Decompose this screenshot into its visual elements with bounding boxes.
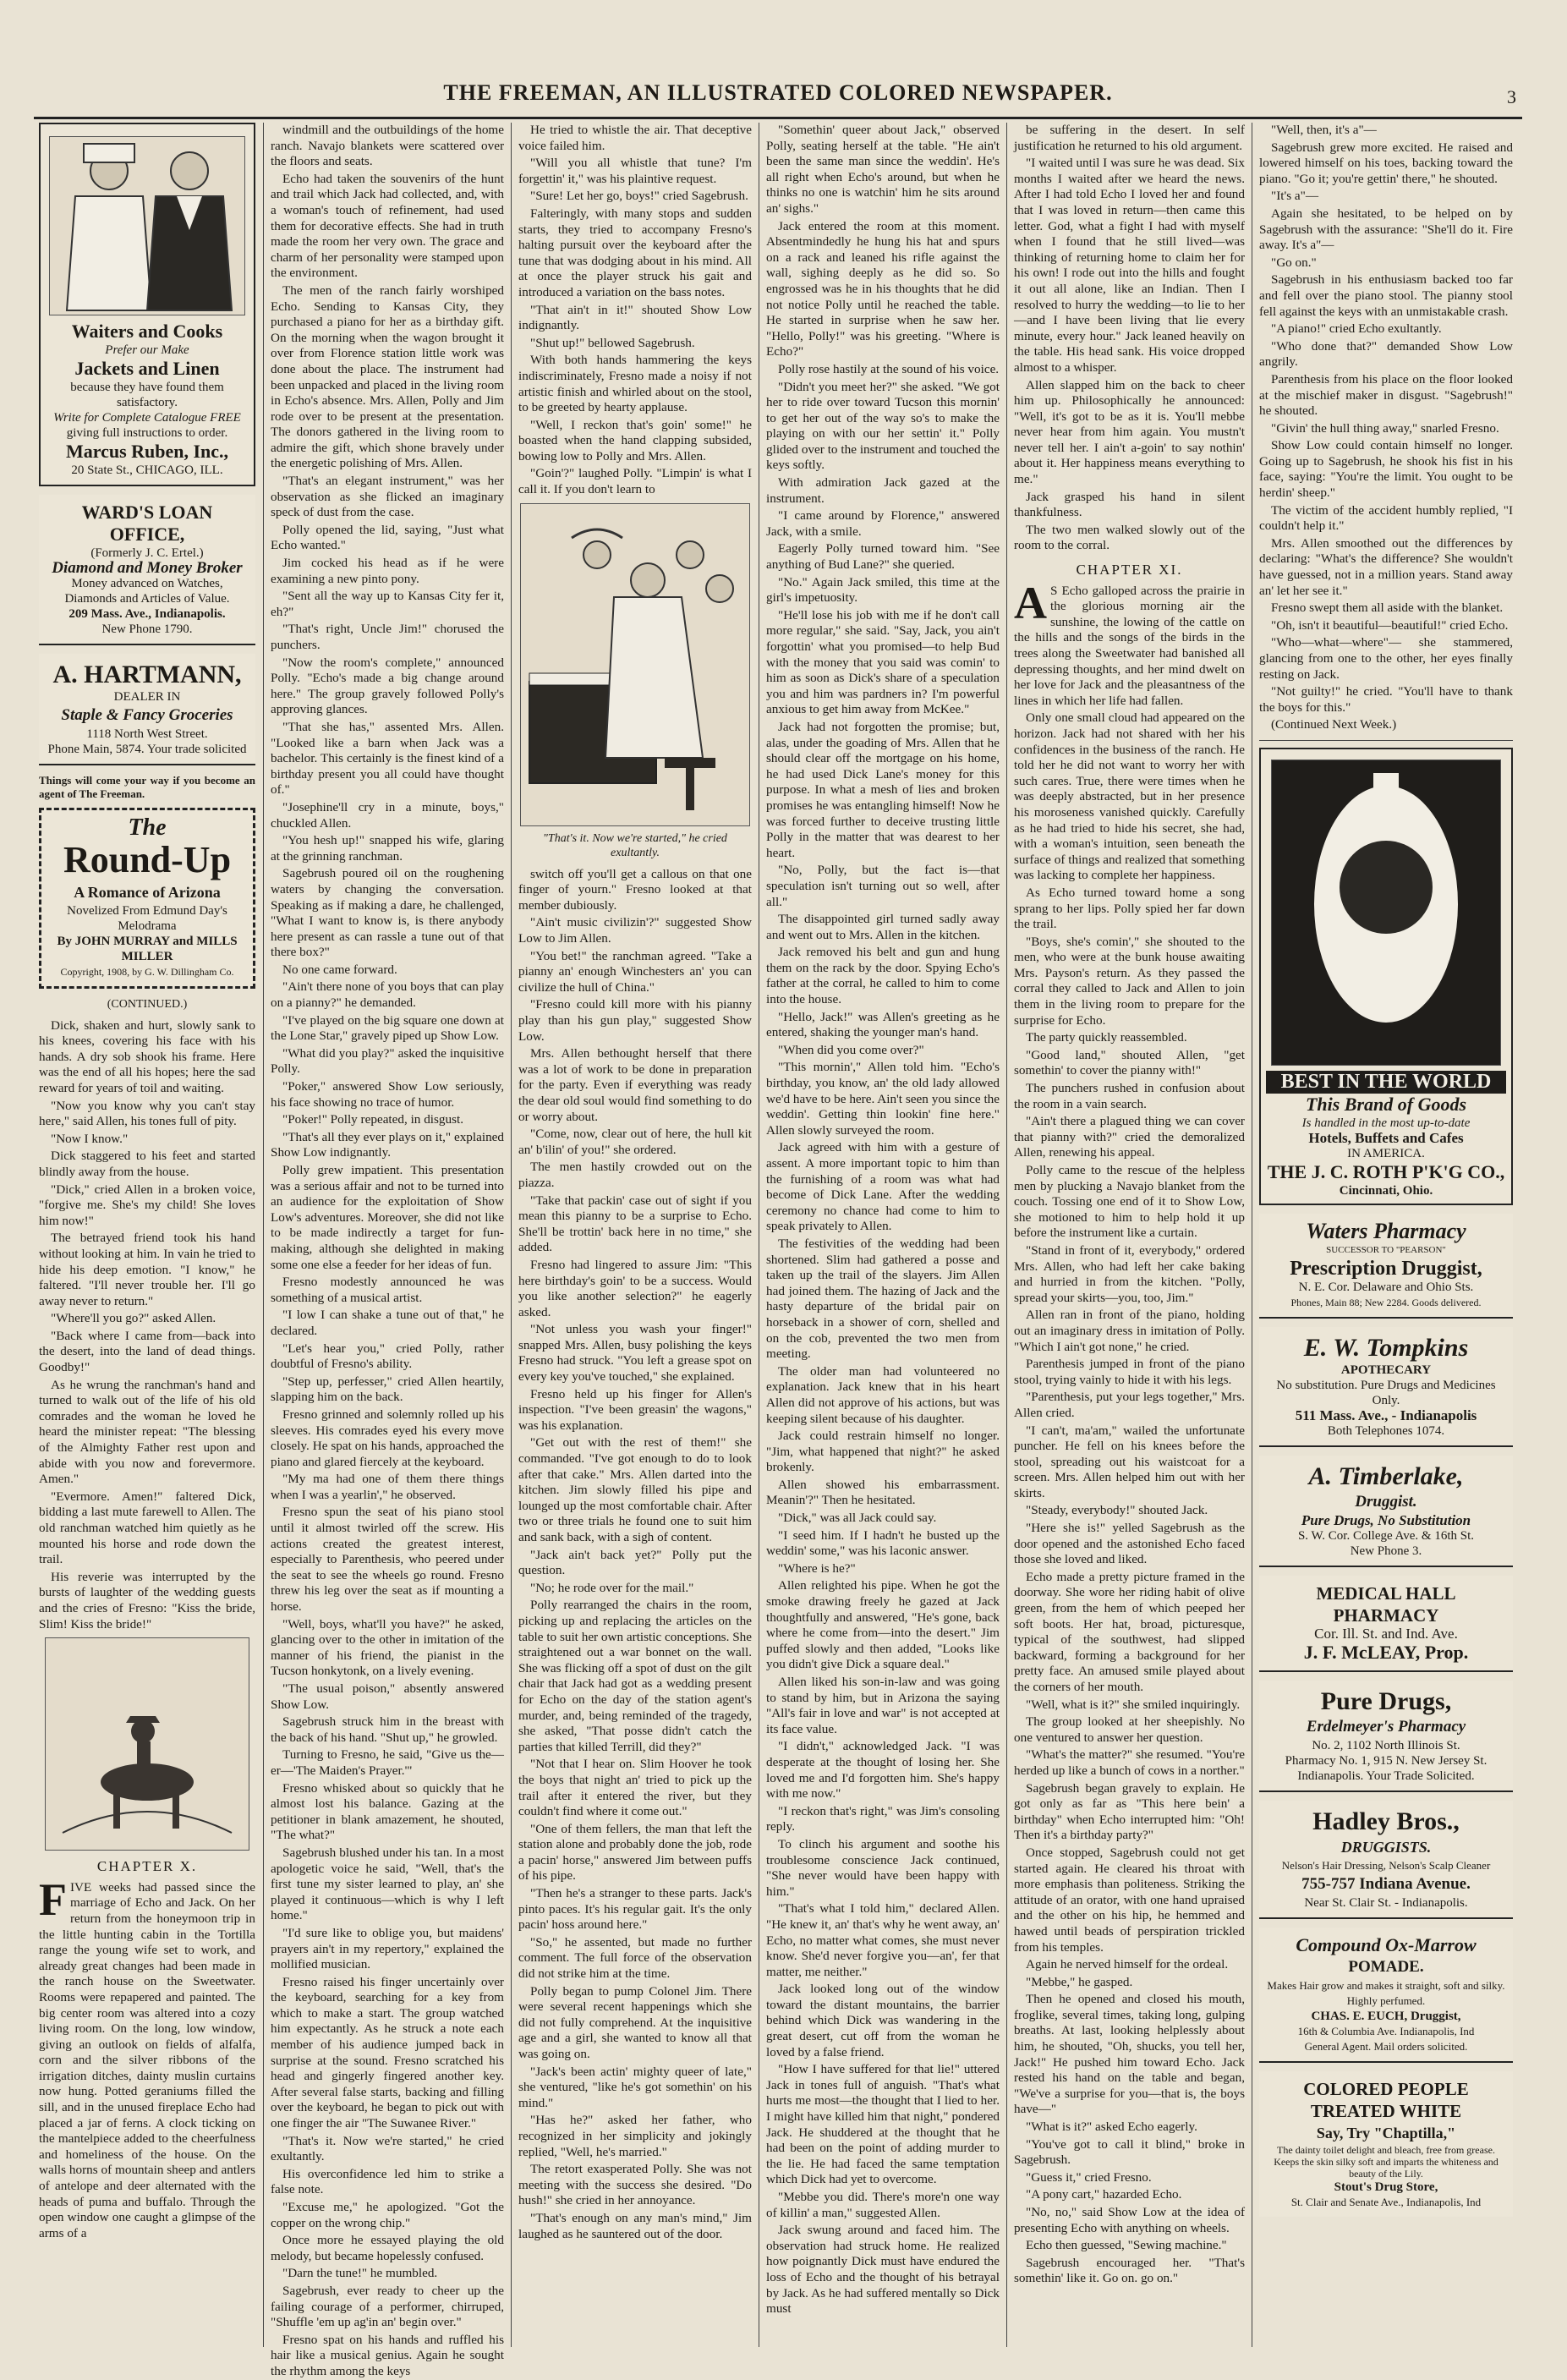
paragraph: "The usual poison," absently answered Show Low.	[271, 1681, 504, 1712]
ad-line: This Brand of Goods	[1305, 1093, 1467, 1115]
paragraph: Polly rearranged the chairs in the room, picking up and replacing the articles on the table to suit her own artistic conceptions. She straightened out a war bonnet on the wall. She was flicking off a spot of dust on the gilt chair that Jack had got as a wedding present for Echo on the day of the station agent's murder, and, being reminded of the tragedy, she asked, "That posse didn't catch the parties that killed Terrill, did they?"	[518, 1598, 752, 1754]
paragraph: "Good land," shouted Allen, "get somethin' to cover the pianny with!"	[1014, 1047, 1245, 1078]
paragraph: As he wrung the ranchman's hand and turned to walk out of the life of his old comrades and the woman he loved he heard the minister repeat: "The blessing of the Almighty Father rest upon and abide with you now and forevermore. Amen."	[39, 1377, 255, 1487]
paragraph: "Dick," was all Jack could say.	[778, 1511, 937, 1526]
paragraph: Fresno spun the seat of his piano stool until it almost twirled off the screw. His actions created the greatest interest, especially to Parenthesis, who peered under the seat to see the wheels go round. Fresno threw his leg over the seat as if mounting a horse.	[271, 1505, 504, 1615]
paragraph: Only one small cloud had appeared on the horizon. Jack had not shared with her his confidences in the business of the ranch. He told her he did not want to worry her with such cares. True, there were times when he was deeply abstracted, but in her presence his moroseness vanished quickly. Carefully as he had tried to hide his secret, she had, with a woman's intuition, seen beneath the surface of things and realized that something was lacking to complete her happiness.	[1014, 710, 1245, 883]
ad-line: No substitution. Pure Drugs and Medicines Only.	[1276, 1378, 1496, 1407]
ad-company: Marcus Ruben, Inc.,	[65, 441, 229, 462]
paragraph: The betrayed friend took his hand without looking at him. In vain he tried to hide his deep emotion. "I know," he faltered. "I'll never trouble her. I'll go away never to return."	[39, 1231, 255, 1308]
paragraph: "Boys, she's comin'," she shouted to the men, who were at the bunk house awaiting Mrs. Payson's return. As they passed the corral they called to Jack and Allen to join them in the living room to prepare for the surprise for Echo.	[1014, 934, 1245, 1028]
paragraph: "I low I can shake a tune out of that," he declared.	[271, 1308, 504, 1338]
roundup-subtitle: A Romance of Arizona	[74, 884, 221, 901]
ad-line: 16th & Columbia Ave. Indianapolis, Ind	[1297, 2024, 1475, 2037]
ad-line: Is handled in the most up-to-date	[1301, 1116, 1471, 1130]
ad-line: St. Clair and Senate Ave., Indianapolis, Ind	[1290, 2195, 1482, 2208]
paragraph: "Ain't there a plagued thing we can cover that pianny with?" cried the demoralized Allen, renewing his appeal.	[1014, 1114, 1245, 1160]
ad-headline: MEDICAL HALL PHARMACY	[1316, 1582, 1456, 1626]
ad-line: The dainty toilet delight and bleach, free from grease. Keeps the skin silky soft and imparts the whiteness and beauty of the Lily.	[1274, 2143, 1499, 2180]
paragraph: The two men walked slowly out of the room to the corral.	[1014, 522, 1245, 553]
ad-headline: Waiters and Cooks	[71, 321, 223, 342]
paragraph: Fresno raised his finger uncertainly over the keyboard, searching for a key from which to make a start. The group watched him expectantly. As he struck a note each member of his audience jumped back in surprise at the sound. Fresno scratched his head and gingerly fingered another key. After several false starts, backing and filling over the keyboard, he began to pick out with one finger the air "The Suwanee River."	[271, 1974, 504, 2131]
paragraph: Fresno held up his finger for Allen's inspection. "I've been greasin' the wagons," was his explanation.	[518, 1386, 752, 1433]
paragraph: Sagebrush, ever ready to cheer up the failing courage of a performer, chirruped, "Shuffle 'em up ag'in an' begin over."	[271, 2283, 504, 2330]
paragraph: Parenthesis from his place on the floor looked at the mischief maker in disgust. "Sagebrush!" he shouted.	[1259, 371, 1513, 419]
ad-line: Cor. Ill. St. and Ind. Ave.	[1314, 1625, 1458, 1642]
paragraph: "Well, I reckon that's goin' some!" he boasted when the hand clapping subsided, bowing low to Polly and Mrs. Allen.	[518, 417, 752, 463]
column-4	[766, 123, 1000, 2347]
paragraph: Fresno swept them all aside with the blanket.	[1271, 600, 1504, 616]
paragraph: Sagebrush began gravely to explain. He got only as far as "This here bein' a birthday" when Echo interrupted him: "Oh! Then it's a birthday party?"	[1014, 1780, 1245, 1843]
paragraph: The retort exasperated Polly. She was not meeting with the success she desired. "Do hush!" she cried in her annoyance.	[518, 2162, 752, 2208]
paragraph: "What is it?" asked Echo eagerly.	[1026, 2120, 1197, 2135]
illustration-caption: "That's it. Now we're started," he cried exultantly.	[543, 831, 727, 859]
ad-ox-marrow	[1259, 1928, 1513, 2063]
ad-headline: A. Timberlake,	[1308, 1461, 1464, 1490]
ad-line: Stout's Drug Store,	[1334, 2180, 1438, 2194]
paragraph: "Darn the tune!" he mumbled.	[282, 2266, 438, 2281]
paragraph: "Somethin' queer about Jack," observed Polly, seating herself at the table. "He ain't been the same man since the weddin'. He's all right when Echo's around, but when he thinks no one is watchin' him he sits around an' sighs."	[766, 123, 1000, 216]
ad-line: DEALER IN	[113, 690, 181, 704]
ad-line: (Formerly J. C. Ertel.)	[90, 546, 204, 560]
story-text	[1259, 123, 1513, 733]
paragraph: Show Low could contain himself no longer. Going up to Sagebrush, he shook his fist in his face, saying: "You're the limit. You ought to be herdin' sheep."	[1259, 438, 1513, 501]
paragraph: switch off you'll get a callous on that one finger of yourn." Fresno looked at that member dubiously.	[518, 866, 752, 913]
paragraph: His reverie was interrupted by the bursts of laughter of the wedding guests and the cries of Fresno: "Kiss the bride, Slim! Kiss the bride!"	[39, 1569, 255, 1631]
roundup-authors: By JOHN MURRAY and MILLS MILLER	[57, 935, 238, 963]
paragraph: "Sure! Let her go, boys!" cried Sagebrush.	[530, 189, 748, 204]
paragraph: "I waited until I was sure he was dead. Six months I waited after we heard the news. After I had told Echo I loved her and found that I was loved in return—then came this letter. God, what a fight I had with myself when I found that he still lived—was thinking of returning home to claim her for his own! I rode out into the hills and fought it out all alone, like an Indian. Then I resolved to hurry the wedding—to lie to her—and I have been living that lie every minute, every hour." Jack leaned heavily on the table. His head sank. His voice dropped almost to a whisper.	[1014, 156, 1245, 375]
column-rule	[511, 123, 512, 2347]
paragraph: "Dick," cried Allen in a broken voice, "forgive me. She's my child! She loves him now!"	[39, 1182, 255, 1228]
ad-line: 755-757 Indiana Avenue.	[1301, 1874, 1471, 1893]
paragraph: Allen ran in front of the piano, holding out an imaginary dress in imitation of Polly. "Which I ain't got none," he cried.	[1014, 1308, 1245, 1354]
paragraph: "Josephine'll cry in a minute, boys," chuckled Allen.	[271, 799, 504, 831]
column-3	[518, 123, 752, 2347]
paragraph: "No; he rode over for the mail."	[530, 1580, 694, 1595]
paragraph: "My ma had one of them there things when I was a yearlin'," he observed.	[271, 1472, 504, 1502]
paragraph: "This mornin'," Allen told him. "Echo's birthday, you know, an' the old lady allowed we'd have to be here. Ain't seen you since the weddin'. Getting thin lookin' fine here." Allen slowly surveyed the room.	[766, 1060, 1000, 1138]
paragraph: "I reckon that's right," was Jim's consoling reply.	[766, 1803, 1000, 1834]
ad-line: POMADE.	[1348, 1957, 1424, 1976]
ad-line: Prescription Druggist,	[1290, 1257, 1482, 1280]
paragraph: "I'd sure like to oblige you, but maidens' prayers ain't in my repertory," explained the mollified musician.	[271, 1925, 504, 1972]
roundup-title-box	[39, 808, 255, 989]
ad-line: Say, Try "Chaptilla,"	[1316, 2124, 1456, 2141]
ad-line: DRUGGISTS.	[1340, 1838, 1432, 1856]
paragraph: "Then he's a stranger to these parts. Jack's pinto paces. It's his regular gait. It's the only pacin' hoss around here."	[518, 1886, 752, 1933]
paragraph: "Shut up!" bellowed Sagebrush.	[530, 335, 695, 350]
paragraph: "Sent all the way up to Kansas City fer it, eh?"	[271, 589, 504, 619]
paragraph: Jack agreed with him with a gesture of assent. A more important topic to him than the furnishing of a room was what had become of Dick Lane. After the wedding ceremony no chance had come to him to speak privately to Allen.	[766, 1140, 1000, 1234]
paragraph: Sagebrush in his enthusiasm backed too far and fell over the piano stool. The pianny stool fell against the keys with an unmistakable crash.	[1259, 272, 1513, 319]
roth-slogan: BEST IN THE WORLD	[1266, 1071, 1506, 1094]
piano-scene-illustration	[520, 503, 750, 826]
paragraph: Jack grasped his hand in silent thankfulness.	[1014, 489, 1245, 520]
paragraph: "That she has," assented Mrs. Allen. "Looked like a barn when Jack was a bachelor. This certainly is the finest kind of a birthday present you all could have thought of."	[271, 719, 504, 798]
ad-line: SUCCESSOR TO "PEARSON"	[1326, 1244, 1446, 1255]
paragraph: "Has he?" asked her father, who recognized in her simplicity and jokingly replied, "Well, he's married."	[518, 2113, 752, 2159]
ad-marcus-ruben	[39, 123, 255, 486]
paragraph: be suffering in the desert. In self justification he returned to his old argument.	[1014, 123, 1245, 153]
paragraph: Jack swung around and faced him. The observation had struck home. He realized how poignantly Dick must have endured the loss of Echo and the thought of his betrayal by Jack. As he had suffered mentally so Dick must	[766, 2223, 1000, 2317]
paragraph: "Get out with the rest of them!" she commanded. "I've got enough to do to look after that cake." Mrs. Allen darted into the kitchen. Jim slowly filled his pipe and lounged up the most comfortable chair. After two or three trials he found one to suit him and sank back, with a sigh of content.	[518, 1435, 752, 1544]
ad-line: Hotels, Buffets and Cafes	[1308, 1129, 1464, 1146]
drop-cap: F	[39, 1873, 67, 1925]
story-text	[39, 1873, 255, 2242]
column-6	[1259, 123, 1513, 2347]
paragraph: Dick, shaken and hurt, slowly sank to his knees, covering his face with his hands. A dry sob shook his frame. Here was the end of all his hopes; here the sad reward for years of toil and waiting.	[39, 1017, 255, 1095]
roundup-the: The	[128, 814, 167, 841]
ad-headline: Hadley Bros.,	[1312, 1807, 1460, 1835]
paragraph: "Who done that?" demanded Show Low angrily.	[1259, 338, 1513, 370]
ad-line: Phone Main, 5874. Your trade solicited	[47, 743, 247, 756]
paragraph: Once more he essayed playing the old melody, but became hopelessly confused.	[271, 2233, 504, 2263]
roundup-copyright: Copyright, 1908, by G. W. Dillingham Co.	[60, 966, 234, 978]
paragraph: "He'll lose his job with me if he don't call more regular," she said. "Say, Jack, you ain't forgottin' what you promised—to help Bud with the money that you said was comin' to him as soon as Dick's share of a speculation you and him was pardners in? I'm powerful anxious to get him away from McKee."	[766, 607, 1000, 717]
paragraph: "You bet!" the ranchman agreed. "Take a pianny an' enough Winchesters an' you can civilize the hull of China."	[518, 948, 752, 995]
paragraph: "Steady, everybody!" shouted Jack.	[1026, 1503, 1208, 1518]
ad-headline: E. W. Tompkins	[1303, 1333, 1469, 1362]
paragraph: "That's it. Now we're started," he cried exultantly.	[271, 2133, 504, 2164]
paragraph: "Givin' the hull thing away," snarled Fresno.	[1271, 420, 1499, 436]
paragraph: "Parenthesis, put your legs together," Mrs. Allen cried.	[1014, 1390, 1245, 1420]
paragraph: Falteringly, with many stops and sudden starts, they tried to accompany Fresno's halting pursuit over the keyboard after the tune that was dodging about in his mind. All at once the player struck his gait and introduced a variation on the bass notes.	[518, 206, 752, 299]
chapter-heading: CHAPTER X.	[96, 1858, 198, 1875]
paragraph: Allen liked his son-in-law and was going to stand by him, but in Arizona the saying "All's fair in love and war" is not accepted at its face value.	[766, 1675, 1000, 1736]
paragraph: The punchers rushed in confusion about the room in a vain search.	[1014, 1081, 1245, 1111]
paragraph: "Where'll you go?" asked Allen.	[51, 1311, 216, 1326]
ad-tompkins	[1259, 1327, 1513, 1447]
paragraph: "Well, boys, what'll you have?" he asked, glancing over to the other in imitation of the manner of his friend, the pianist in the Tucson honkytonk, on a lively evening.	[271, 1616, 504, 1679]
paragraph: "Will you all whistle that tune? I'm forgettin' it," was his plaintive request.	[518, 156, 752, 186]
paragraph: "Well, what is it?" she smiled inquiringly.	[1026, 1697, 1241, 1712]
ad-line: Pure Drugs, No Substitution	[1301, 1511, 1471, 1528]
paragraph: "That's all they ever plays on it," explained Show Low indignantly.	[271, 1129, 504, 1160]
ad-line: Diamond and Money Broker	[52, 559, 243, 577]
paragraph: A S Echo galloped across the prairie in the glorious morning air the sunshine, the lowing of the cattle on the hills and the songs of the birds in the trees along the Sweetwater had banished all depressing thoughts, and her mind dwelt on her love for Jack and the pleasantness of the lines in which her life had fallen.	[1014, 577, 1245, 708]
paragraph: "What's the matter?" she resumed. "You're herded up like a bunch of cows in a norther."	[1014, 1747, 1245, 1778]
ad-hartmann	[39, 654, 255, 765]
paragraph: "Poker," answered Show Low seriously, his face showing no trace of humor.	[271, 1079, 504, 1110]
paragraph: "It's a"—	[1271, 189, 1319, 204]
paragraph: "Didn't you meet her?" she asked. "We got her to ride over toward Tucson this mornin' to get her out of the way so's to make the playing on with our her settin' it." Polly glided over to the instrument and touched the keys softly.	[766, 379, 1000, 473]
column-rule	[1006, 123, 1007, 2347]
paragraph: Jack looked long out of the window toward the distant mountains, the barrier behind which Dick was wandering in the great desert, cut off from the woman he loved by a false friend.	[766, 1982, 1000, 2059]
ad-line: No. 2, 1102 North Illinois St.	[1312, 1738, 1460, 1752]
paragraph: With admiration Jack gazed at the instrument.	[766, 475, 1000, 506]
paragraph: Jack removed his belt and gun and hung them on the rack by the door. Spying Echo's father at the corral, he called to him to come into the house.	[766, 945, 1000, 1007]
paragraph: "When did you come over?"	[778, 1042, 924, 1057]
paragraph: "Now you know why you can't stay here," said Allen, his tones full of pity.	[39, 1098, 255, 1129]
paragraph: "Not unless you wash your finger!" snapped Mrs. Allen, busy polishing the keys Fresno had struck. "You left a grease spot on every key you've touched," she explained.	[518, 1322, 752, 1385]
continued-label: (CONTINUED.)	[107, 998, 188, 1011]
paragraph: "Here she is!" yelled Sagebrush as the door opened and the astonished Echo faced those she loved and liked.	[1014, 1521, 1245, 1567]
divider	[1259, 740, 1513, 741]
paragraph: Fresno grinned and solemnly rolled up his sleeves. His comrades eyed his every move closely. He spat on his hands, approached the piano and glared fiercely at the keyboard.	[271, 1407, 504, 1469]
paragraph: The men hastily crowded out on the piazza.	[518, 1160, 752, 1190]
paragraph: "Evermore. Amen!" faltered Dick, bidding a last mute farewell to Allen. The old ranchman watched him quietly as he mounted his horse and rode down the trail.	[39, 1489, 255, 1567]
page-number: 3	[1507, 86, 1516, 107]
story-text	[518, 123, 752, 498]
ad-line: Staple & Fancy Groceries	[61, 706, 233, 724]
paragraph: Allen slapped him on the back to cheer him up. Philosophically he announced: "Well, it's got to be as it is. You'll mebbe never hear from him again. You mustn't never tell her. I ain't a-goin' to say nothin' about it. Her happiness means everything to me."	[1014, 377, 1245, 487]
paragraph: To clinch his argument and soothe his troublesome conscience Jack continued, "She never would have been happy with him."	[766, 1836, 1000, 1899]
ad-line: Jackets and Linen	[74, 358, 220, 379]
ad-line: giving full instructions to order.	[66, 426, 228, 440]
paragraph: Polly began to pump Colonel Jim. There were several recent happenings which she did not fully comprehend. At the inquisitive age and a girl, she wanted to know all that was going on.	[518, 1983, 752, 2061]
ad-line: Makes Hair grow and makes it straight, soft and silky. Highly perfumed.	[1267, 1978, 1505, 2007]
ad-roth-packing	[1259, 748, 1513, 1205]
paragraph: Mrs. Allen smoothed out the differences by declaring: "What's the difference? She wouldn't have guessed, not in a million years. Stand away an' let her see it."	[1259, 535, 1513, 598]
paragraph: "A pony cart," hazarded Echo.	[1026, 2187, 1182, 2202]
paragraph: "Mebbe you did. There's more'n one way of killin' a man," suggested Allen.	[766, 2190, 1000, 2220]
ad-line: S. W. Cor. College Ave. & 16th St.	[1297, 1528, 1475, 1543]
paragraph: He tried to whistle the air. That deceptive voice failed him.	[518, 123, 752, 153]
paragraph: "Come, now, clear out of here, the hull kit an' b'ilin' of you!" she ordered.	[518, 1127, 752, 1157]
column-rule	[263, 123, 264, 2347]
paragraph: Fresno spat on his hands and ruffled his hair like a musical genius. Again he sought the rhythm among the keys	[271, 2332, 504, 2378]
ad-line: New Phone 1790.	[101, 622, 193, 636]
ad-waters-pharmacy	[1259, 1214, 1513, 1319]
paragraph: "I can't, ma'am," wailed the unfortunate puncher. He fell on his knees before the stool, spreading out his waistcoat for a screen. Mrs. Allen helped him out with her skirts.	[1014, 1423, 1245, 1500]
paragraph: "You've got to call it blind," broke in Sagebrush.	[1014, 2136, 1245, 2168]
chapter-heading: CHAPTER XI.	[1076, 562, 1183, 579]
paragraph: windmill and the outbuildings of the home ranch. Navajo blankets were scattered over the floors and seats.	[271, 123, 504, 169]
paragraph: "Where is he?"	[778, 1560, 856, 1576]
paragraph: Polly rose hastily at the sound of his voice.	[778, 361, 1000, 376]
paragraph: Allen showed his embarrassment. Meanin'?" Then he hesitated.	[766, 1477, 1000, 1508]
paragraph: "Let's hear you," cried Polly, rather doubtful of Fresno's ability.	[271, 1341, 504, 1372]
ad-erdelmeyer	[1259, 1681, 1513, 1792]
paragraph: Jack had not forgotten the promise; but, alas, under the goading of Mrs. Allen that he should clear off the mortgage on his home, he had used Dick Lane's money for this purpose. In what a mesh of lies and broken promises he was entangling himself! Now he was forced further to deceive trusting little Polly in the matter that was dearest to her heart.	[766, 719, 1000, 860]
paragraph: "Jack's been actin' mighty queer of late," she ventured, "like he's got somethin' on his mind."	[518, 2064, 752, 2110]
ad-headline: COLORED PEOPLE TREATED WHITE	[1303, 2078, 1469, 2121]
cowboy-rider-illustration	[45, 1637, 249, 1851]
paragraph: Jim cocked his head as if he were examining a new pinto pony.	[271, 556, 504, 586]
paragraph: No one came forward.	[282, 962, 397, 977]
paragraph: Polly came to the rescue of the helpless men by plucking a Navajo blanket from the couch. Tossing one end of it to Show Low, she motioned to him to help hold it up before the instrument like a curtain.	[1014, 1163, 1245, 1241]
paragraph: "Not guilty!" he cried. "You'll have to thank the boys for this."	[1259, 684, 1513, 715]
paragraph: "That's enough on any man's mind," Jim laughed as he sauntered out of the door.	[518, 2210, 752, 2241]
paragraph: "Take that packin' case out of sight if you mean this pianny to be a surprise to Echo. She'll be trottin' back here in no time," she added.	[518, 1193, 752, 1255]
paragraph: "Stand in front of it, everybody," ordered Mrs. Allen, who had left her cake baking and hurried in from the kitchen. "Polly, spread your skirts—you, too, Jim."	[1014, 1242, 1245, 1305]
paragraph: Fresno modestly announced he was something of a musical artist.	[271, 1275, 504, 1305]
paragraph: "Now I know."	[51, 1131, 129, 1146]
paragraph: Echo made a pretty picture framed in the doorway. She wore her riding habit of olive green, from the hem of which peeped her soft boots. Her hat, broad, picturesque, typical of the southwest, had slipped backward, forming a background for her pretty face. An amused smile played about the corners of her mouth.	[1014, 1569, 1245, 1694]
ad-line: APOTHECARY	[1340, 1363, 1432, 1377]
ad-headline: WARD'S LOAN OFFICE,	[81, 502, 213, 545]
ad-line: because they have found them satisfactory.	[70, 381, 224, 409]
column-2	[271, 123, 504, 2378]
agent-note: Things will come your way if you become an agent of The Freeman.	[39, 774, 255, 800]
ad-line: N. E. Cor. Delaware and Ohio Sts.	[1298, 1280, 1474, 1294]
paragraph: FIVE weeks had passed since the marriage of Echo and Jack. On her return from the honeymoon trip in the little hunting cabin in the Tortilla range the young wife set to work, and already great changes had been made in the ranch house on the Sweetwater. Rooms were repapered and painted. The big center room was altered into a cozy living room. On the long, low window, giving an outlook on fields of alfalfa, corn and the silver ribbons of the irrigation ditches, dainty muslin curtains now hung. Potted geraniums filled the sill, and in the unused fireplace Echo had placed a jar of ferns. A clock ticking on the mantelpiece added to the cheerfulness and homeliness of the house. On the walls horns of mountain sheep and antlers of antelope and deer alternated with the heads of puma and buffalo. Through the open window one caught a glimpse of the arms of a	[39, 1873, 255, 2240]
ad-line: Erdelmeyer's Pharmacy	[1306, 1717, 1466, 1736]
roundup-title: Round-Up	[63, 839, 232, 880]
paragraph: "That ain't in it!" shouted Show Low indignantly.	[518, 302, 752, 333]
paragraph: Sagebrush struck him in the breast with the back of his hand. "Shut up," he growled.	[271, 1714, 504, 1745]
paragraph: "That's right, Uncle Jim!" chorused the punchers.	[271, 622, 504, 652]
paragraph: Sagebrush encouraged her. "That's somethin' like it. Go on. go on."	[1014, 2255, 1245, 2286]
paragraph: "Poker!" Polly repeated, in disgust.	[282, 1112, 464, 1127]
ad-line: Nelson's Hair Dressing, Nelson's Scalp Cleaner	[1281, 1858, 1491, 1872]
paragraph: "Hello, Jack!" was Allen's greeting as he entered, shaking the younger man's hand.	[766, 1009, 1000, 1040]
ad-line: General Agent. Mail orders solicited.	[1304, 2039, 1468, 2053]
paragraph: "Guess it," cried Fresno.	[1026, 2169, 1152, 2185]
paragraph: Mrs. Allen bethought herself that there was a lot of work to be done in preparation for the party. Even if everything was ready the dear old soul would find something to do or worry about.	[518, 1046, 752, 1124]
ad-headline: Pure Drugs,	[1320, 1686, 1452, 1715]
paragraph: "Well, then, it's a"—	[1271, 123, 1377, 137]
ad-line: 209 Mass. Ave., Indianapolis.	[68, 607, 226, 621]
ad-line: 1118 North West Street.	[86, 727, 208, 741]
ad-line: Prefer our Make	[105, 343, 189, 357]
ad-address: Cincinnati, Ohio.	[1339, 1183, 1433, 1198]
story-text	[1014, 123, 1245, 554]
ad-line: 511 Mass. Ave., - Indianapolis	[1295, 1407, 1477, 1423]
paragraph: Polly opened the lid, saying, "Just what Echo wanted."	[271, 522, 504, 553]
ad-chaptilla	[1259, 2071, 1513, 2217]
paragraph: (Continued Next Week.)	[1271, 717, 1397, 732]
paragraph: Polly grew impatient. This presentation was a serious affair and not to be turned into an audience for the exploitation of Show Low's adventures. Moreover, she did not like to be made indirectly a target for fun-making, although she delighted in making some one else a feeder for her ideas of fun.	[271, 1163, 504, 1272]
paragraph: Sagebrush blushed under his tan. In a most apologetic voice he said, "Well, that's the first tune my sister learned to play, an' she played it continuous—which is why I left home."	[271, 1845, 504, 1923]
ad-line: Phones, Main 88; New 2284. Goods delivered.	[1290, 1296, 1482, 1308]
paragraph: His overconfidence led him to strike a false note.	[271, 2166, 504, 2197]
paragraph: "Mebbe," he gasped.	[1026, 1974, 1133, 1989]
paragraph: "Step up, perfesser," cried Allen heartily, slapping him on the back.	[271, 1374, 504, 1405]
paragraph: Jack could restrain himself no longer. "Jim, what happened that night?" he asked brokenly.	[766, 1429, 1000, 1475]
paragraph: The victim of the accident humbly replied, "I couldn't help it."	[1259, 502, 1513, 534]
paragraph: "Jack ain't back yet?" Polly put the question.	[518, 1547, 752, 1578]
waiters-illustration	[49, 136, 245, 315]
paragraph: "I've played on the big square one down at the Lone Star," gravely piped up Show Low.	[271, 1012, 504, 1044]
paragraph: "Now the room's complete," announced Polly. "Echo's made a big change around here." The group gravely followed Polly's approving glances.	[271, 655, 504, 717]
ad-line: Write for Complete Catalogue FREE	[53, 411, 241, 425]
paragraph: "Back where I came from—back into the desert, into the land of dead things. Goodby!"	[39, 1328, 255, 1375]
paragraph: Once stopped, Sagebrush could not get started again. He cleared his throat with more emphasis than politeness. Striking the attitude of an orator, with one hand upraised and the other on his hip, he hemmed and hawed until beads of perspiration trickled from his temples.	[1014, 1845, 1245, 1955]
paragraph: Again she hesitated, to be helped on by Sagebrush with the assurance: "She'll do it. Fire away. It's a"—	[1259, 206, 1513, 253]
column-5	[1014, 123, 1245, 2347]
paragraph: The festivities of the wedding had been shortened. Slim had gathered a posse and taken up the trail of the slayers. Jim Allen had joined them. The hazing of Jack and the hasty departure of the bridal pair on horseback in a shower of corn, shelled and on the cob, prevented the two men from meeting.	[766, 1236, 1000, 1362]
ad-headline: Waters Pharmacy	[1306, 1218, 1466, 1243]
ad-line: Near St. Clair St. - Indianapolis.	[1304, 1895, 1468, 1910]
paragraph: "I didn't," acknowledged Jack. "I was desperate at the thought of losing her. She loved me and I'd forgotten him. She's happy with me now."	[766, 1739, 1000, 1801]
paragraph: "Excuse me," he apologized. "Got the copper on the wrong chip."	[271, 2200, 504, 2230]
paragraph: As Echo turned toward home a song sprang to her lips. Polly spied her far down the trail.	[1014, 885, 1245, 932]
paragraph: Sagebrush grew more excited. He raised and lowered himself on his toes, backing toward the piano. "Go it; you're gettin' there," he shouted.	[1259, 140, 1513, 186]
paragraph: Sagebrush poured oil on the roughening waters by changing the conversation. Speaking as if making a dare, he challenged, "What I want to know is, is there anybody here present as can rassle a tune out of that there box?"	[271, 866, 504, 960]
paragraph: "Ain't music civilizin'?" suggested Show Low to Jim Allen.	[518, 915, 752, 946]
ad-line: Indianapolis. Your Trade Solicited.	[1297, 1769, 1475, 1783]
story-text	[518, 867, 752, 2242]
paragraph: Then he opened and closed his mouth, froglike, several times, taking long, gulping breaths. At last, looking helplessly about him, he shouted, "Oh, shucks, you tell her, Jack!" He pushed him toward Echo. Jack rested his hand on the table and began, "We've a surprise for you—that is, the boys have—"	[1014, 1992, 1245, 2117]
drop-cap: A	[1014, 577, 1047, 628]
ad-company: THE J. C. ROTH P'K'G CO.,	[1267, 1160, 1505, 1182]
paragraph: "What did you play?" asked the inquisitive Polly.	[271, 1045, 504, 1077]
paragraph: "One of them fellers, the man that left the station alone and probably done the job, rode a pacin' horse," answered Jim between puffs of his pipe.	[518, 1821, 752, 1884]
header-rule	[34, 117, 1522, 119]
paragraph: Jack entered the room at this moment. Absentmindedly he hung his hat and spurs on a rack and leaned his rifle against the wall, sighing deeply as he did so. So engrossed was he in his thoughts that he did not notice Polly until he reached the table. He started in surprise when he saw her. "Hello, Polly!" was his greeting. "Where is Echo?"	[766, 218, 1000, 359]
paragraph: "Not that I hear on. Slim Hoover he took the boys that night an' tried to pick up the trail after it entered the river, but they couldn't find where it come out."	[518, 1757, 752, 1819]
paragraph: "I came around by Florence," answered Jack, with a smile.	[766, 508, 1000, 539]
ad-medical-hall	[1259, 1576, 1513, 1672]
paragraph: Turning to Fresno, he said, "Give us the—er—'The Maiden's Prayer.'"	[271, 1747, 504, 1778]
paragraph: "Fresno could kill more with his pianny play than his gun play," suggested Show Low.	[518, 997, 752, 1044]
ad-headline: Compound Ox-Marrow	[1296, 1933, 1477, 1955]
ad-line: Pharmacy No. 1, 915 N. New Jersey St.	[1285, 1753, 1488, 1768]
paragraph: "How I have suffered for that lie!" uttered Jack in tones full of anguish. "That's what hurts me most—the thought that I lied to her. I might have killed him that night," pondered Jack. He shuddered at the thought that he had been on the point of adding murder to the lie. He had faced the same temptation which Dick had yet to overcome.	[766, 2062, 1000, 2187]
paragraph: Dick staggered to his feet and started blindly away from the house.	[39, 1149, 255, 1179]
paragraph: With both hands hammering the keys indiscriminately, Fresno made a noisy if not artistic finish and whirled about on the stool, to be greeted by hearty applause.	[518, 353, 752, 415]
paragraph: "A piano!" cried Echo exultantly.	[1271, 321, 1442, 337]
paragraph: Echo had taken the souvenirs of the hunt and trail which Jack had collected, and, with a woman's touch of refinement, had used them for decorative effects. She had in truth made the room her very own. The grace and charm of her personality were stamped upon the environment.	[271, 171, 504, 281]
column-1	[39, 123, 255, 2347]
ad-hadley-bros	[1259, 1801, 1513, 1919]
paragraph: Parenthesis jumped in front of the piano stool, trying vainly to hide it with his legs.	[1014, 1357, 1245, 1387]
roundup-line: Novelized From Edmund Day's Melodrama	[67, 904, 227, 933]
ad-line: Money advanced on Watches, Diamonds and Articles of Value.	[64, 577, 230, 606]
ad-line: CHAS. E. EUCH, Druggist,	[1311, 2009, 1461, 2023]
ad-line: J. F. McLEAY, Prop.	[1303, 1641, 1469, 1663]
paragraph: "No, no," said Show Low at the idea of presenting Echo with anything on wheels.	[1014, 2205, 1245, 2235]
paragraph: The group looked at her sheepishly. No one ventured to answer her question.	[1014, 1714, 1245, 1745]
ad-line: IN AMERICA.	[1347, 1146, 1425, 1160]
paragraph: Again he nerved himself for the ordeal.	[1026, 1957, 1229, 1972]
paragraph: The men of the ranch fairly worshiped Echo. Sending to Kansas City, they purchased a piano for her as a birthday gift. On the morning when the wagon brought it over from Florence station little work was done about the place. The instrument had been unpacked and placed in the living room in Echo's absence. Mrs. Allen, Polly and Jim rode over to be present at the presentation. The donors gathered in the living room to admire the gift, which shone bravely under the energetic polishing of Mrs. Allen.	[271, 282, 504, 471]
paragraph: "Go on."	[1271, 255, 1317, 270]
paragraph: "Ain't there none of you boys that can play on a pianny?" he demanded.	[271, 979, 504, 1011]
paragraph: Allen relighted his pipe. When he got the smoke drawing freely he gazed at Jack thoughtfully and answered, "He's gone, back where he come from—into the desert." Jim puffed slowly and then added, "Looks like you didn't give Dick a square deal."	[766, 1578, 1000, 1672]
paragraph: "No, Polly, but the fact is—that speculation isn't turning out so well, after all."	[766, 863, 1000, 909]
paragraph: "I seed him. If I hadn't he busted up the weddin' some," was his laconic answer.	[766, 1527, 1000, 1559]
ad-line: Druggist.	[1355, 1492, 1417, 1511]
paragraph: "Who—what—where"— she stammered, glancing from one to the other, her eyes finally resting on Jack.	[1259, 635, 1513, 682]
ad-line: Both Telephones 1074.	[1327, 1423, 1445, 1438]
paragraph: The older man had volunteered no explanation. Jack knew that in his heart Allen did not approve of his actions, but was keeping silent because of his daughter.	[766, 1363, 1000, 1426]
paragraph: Eagerly Polly turned toward him. "See anything of Bud Lane?" she queried.	[766, 541, 1000, 573]
ad-line: New Phone 3.	[1350, 1544, 1422, 1558]
ham-product-illustration	[1271, 760, 1501, 1066]
story-text	[1014, 577, 1245, 2287]
paragraph: Echo then guessed, "Sewing machine."	[1026, 2238, 1227, 2253]
page-header: THE FREEMAN, AN ILLUSTRATED COLORED NEWSPAPER.	[443, 80, 1113, 105]
paragraph: The party quickly reassembled.	[1026, 1030, 1187, 1045]
story-text	[39, 1018, 255, 1633]
paragraph: "So," he assented, but made no further comment. The full force of the observation did not strike him at the time.	[518, 1934, 752, 1982]
ad-headline: A. HARTMANN,	[52, 661, 242, 688]
paragraph: "You hesh up!" snapped his wife, glaring at the grinning ranchman.	[271, 833, 504, 864]
paragraph: "Goin'?" laughed Polly. "Limpin' is what I call it. If you don't learn to	[518, 466, 752, 497]
ad-timberlake	[1259, 1456, 1513, 1567]
paragraph: "That's an elegant instrument," was her observation as she flicked an imaginary speck of dust from the case.	[271, 474, 504, 520]
paragraph: The disappointed girl turned sadly away and went out to Mrs. Allen in the kitchen.	[766, 912, 1000, 942]
ad-wards-loan	[39, 495, 255, 645]
paragraph: "No." Again Jack smiled, this time at the girl's impetuosity.	[766, 574, 1000, 606]
paragraph: Fresno whisked about so quickly that he almost lost his balance. Gazing at the petitioner in blank amazement, he shouted, "The what?"	[271, 1780, 504, 1843]
paragraph: Fresno had lingered to assure Jim: "This here birthday's goin' to be a success. Would you like another selection?" he eagerly asked.	[518, 1257, 752, 1319]
paragraph: "Oh, isn't it beautiful—beautiful!" cried Echo.	[1271, 617, 1509, 633]
ad-address: 20 State St., CHICAGO, ILL.	[71, 463, 223, 477]
paragraph: "That's what I told him," declared Allen. "He knew it, an' that's why he went away, an' Echo, no matter what comes, she must never know. She'd never forgive you—an', fer that matter, me neither."	[766, 1901, 1000, 1979]
